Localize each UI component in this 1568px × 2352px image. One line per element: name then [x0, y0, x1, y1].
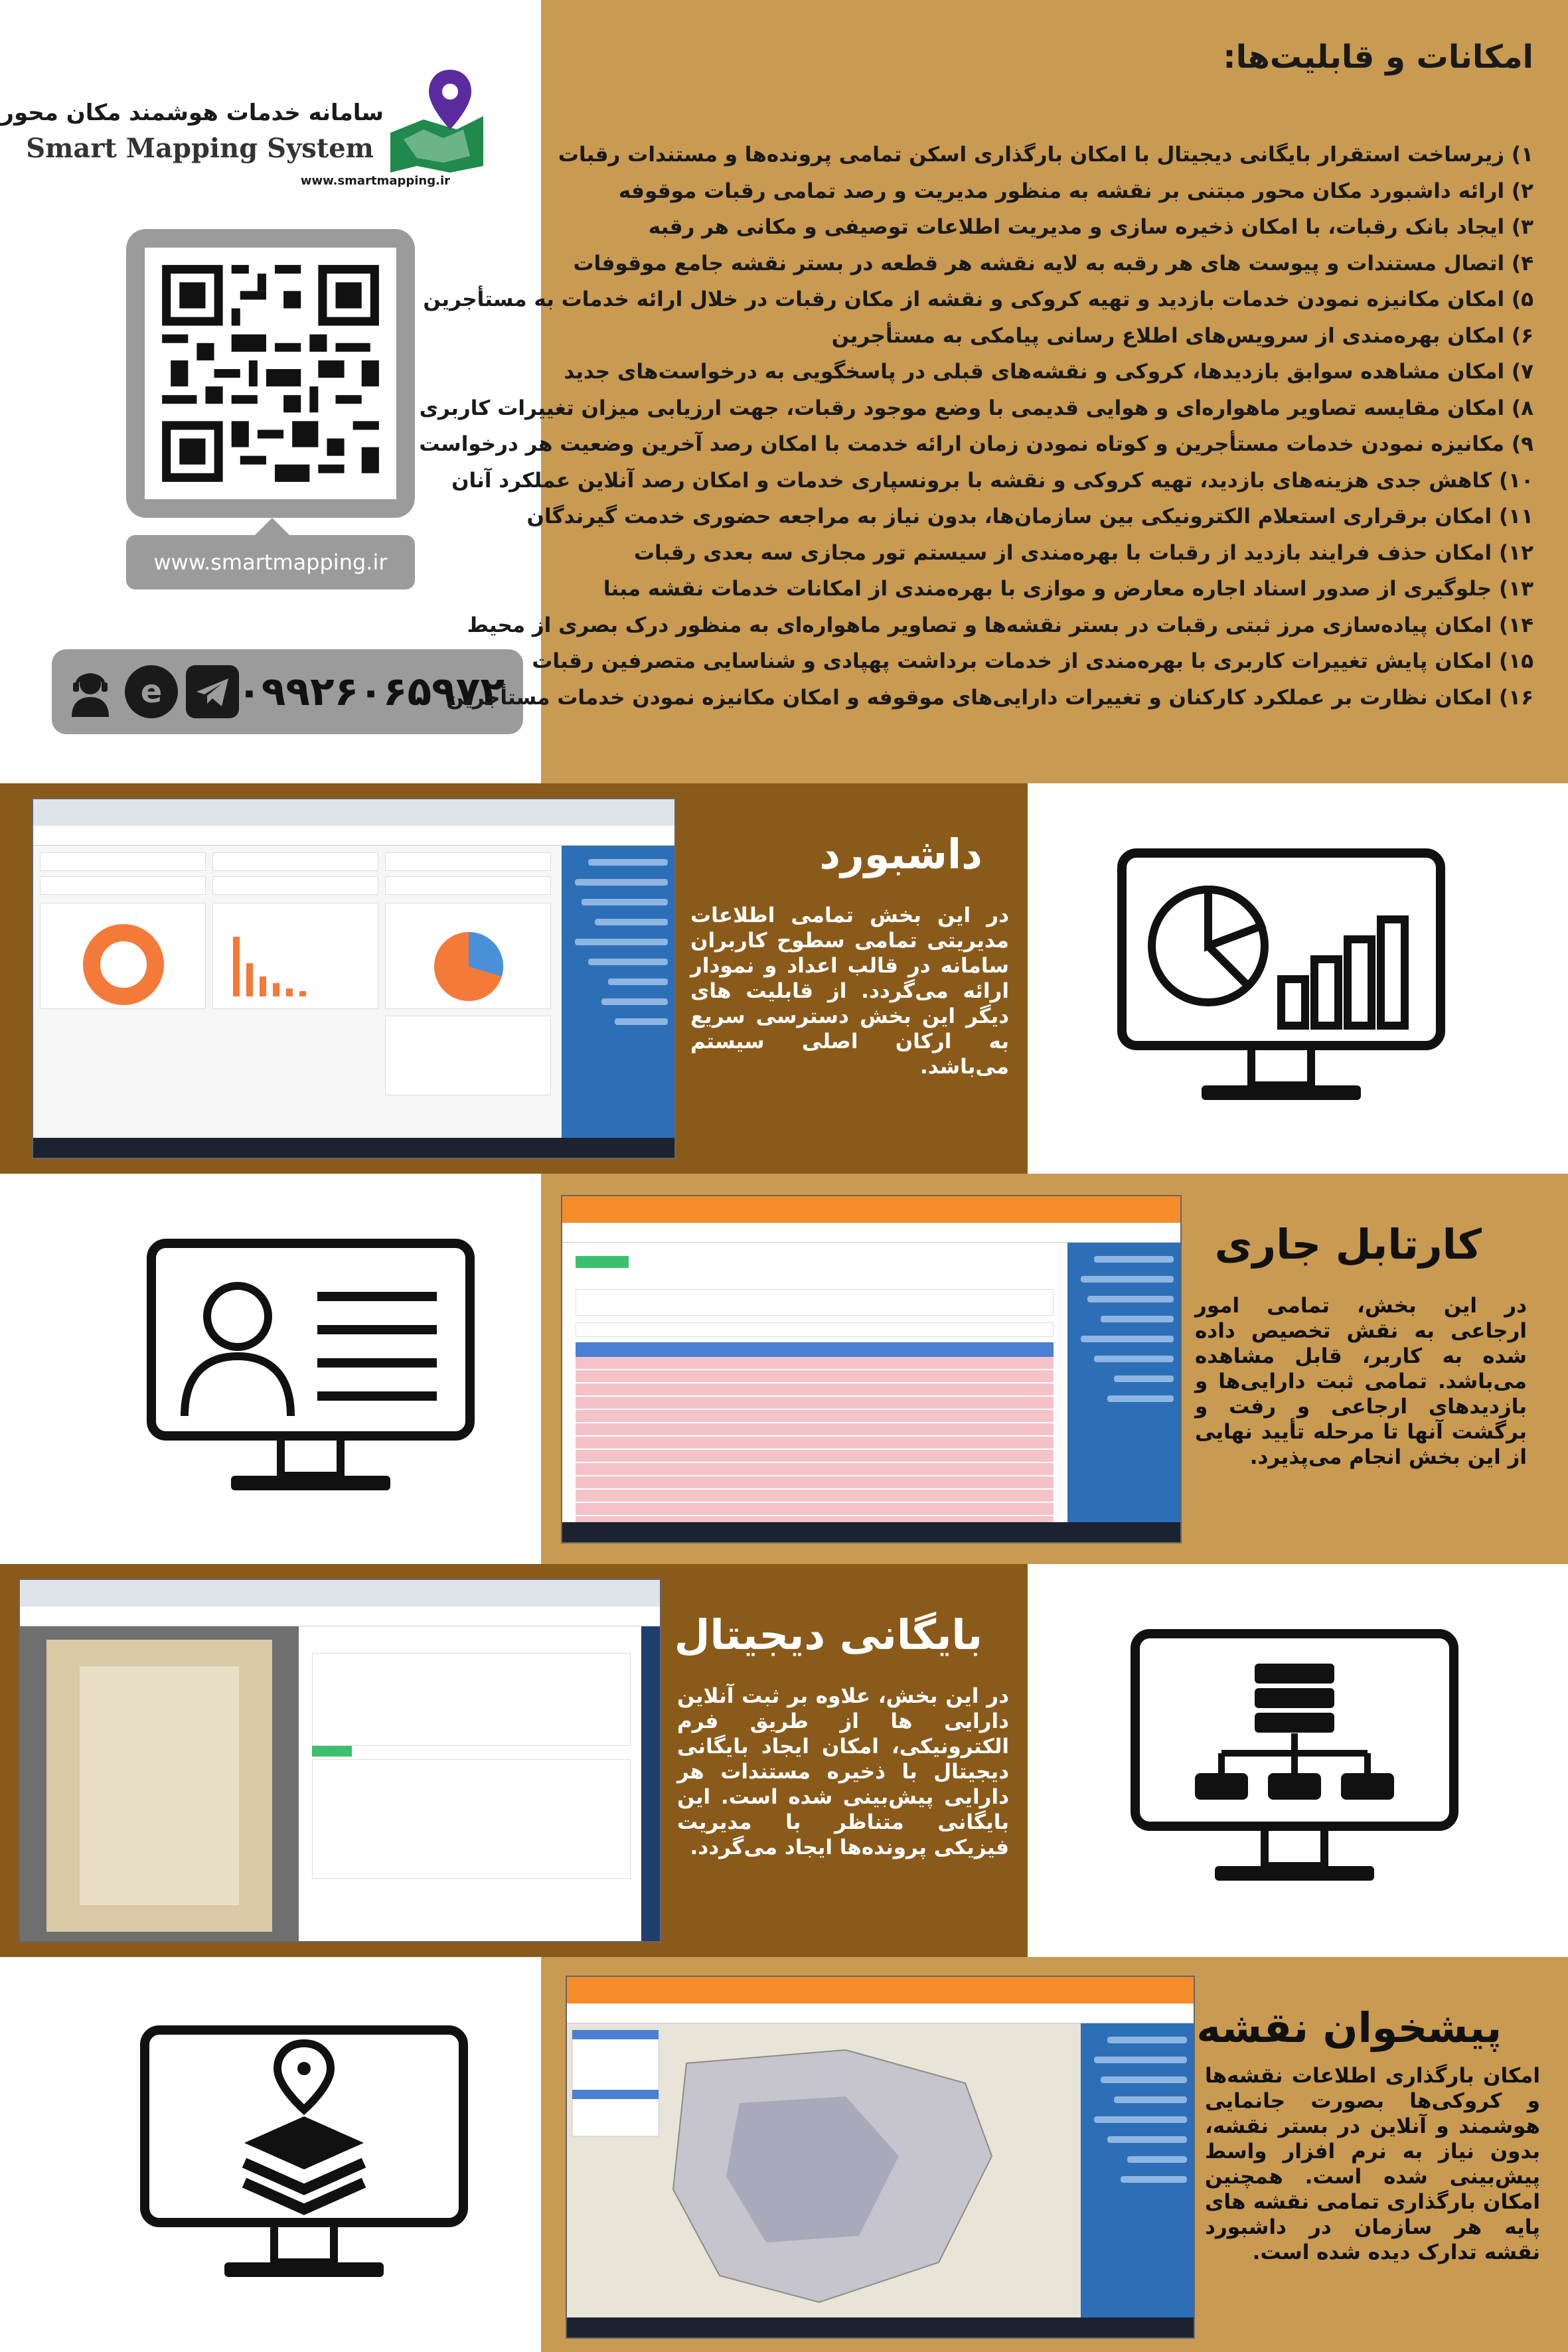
logo — [1, 66, 490, 199]
cartable-screenshot — [561, 1195, 1182, 1543]
archive-description: در این بخش، علاوه بر ثبت آنلاین دارایی ها از طریق فرم الکترونیکی، امکان ایجاد بایگانی دیجیتال با ذخیره مستندات هر دارایی پیش‌بینی شده است. این بایگانی متناظر با مدیریت فیزیکی پرونده‌ها ایجاد می‌گردد. — [677, 1684, 1009, 1859]
map-desk-section — [0, 1957, 1568, 2352]
map-pin-logo-icon — [384, 66, 490, 173]
website-url[interactable]: www.smartmapping.ir — [126, 535, 415, 589]
logo-url: www.smartmapping.ir — [300, 174, 450, 188]
map-desk-title: پیشخوان نقشه — [1196, 2003, 1502, 2052]
svg-text:e: e — [140, 673, 163, 710]
archive-screenshot — [19, 1579, 661, 1942]
map-desk-description: امکان بارگذاری اطلاعات نقشه‌ها و کروکی‌ها بصورت جانمایی هوشمند و آنلاین در بستر نقشه، بدون نیاز به نرم افزار واسط پیش‌بینی شده است. همچنین امکان بارگذاری تمامی نقشه های پایه هر سازمان در داشبورد نقشه تدارک دیده شده است. — [1205, 2064, 1540, 2264]
cartable-description: در این بخش، تمامی امور ارجاعی به نقش تخصیص داده شده به کاربر، قابل مشاهده می‌باشد. تمامی ثبت دارایی‌ها و بازدیدهای ارجاعی و رفت و برگشت آنها تا مرحله تأیید نهایی از این بخش انجام می‌پذیرد. — [1195, 1294, 1527, 1469]
dashboard-monitor-icon — [1115, 846, 1447, 1112]
feature-item: ۳) ایجاد بانک رقبات، با امکان ذخیره سازی و مدیریت اطلاعات توصیفی و مکانی هر رقبه — [648, 215, 1533, 239]
dashboard-description: در این بخش تمامی اطلاعات مدیریتی تمامی سطوح کاربران سامانه در قالب اعداد و نمودار ارائه می‌گردد. از قابلیت های دیگر این بخش دسترسی سریع به ارکان اصلی سیستم می‌باشد. — [690, 903, 1009, 1079]
feature-item: ۷) امکان مشاهده سوابق بازدیدها، کروکی و نقشه‌های قبلی در پاسخگویی به درخواست‌های جدید — [564, 360, 1533, 384]
feature-item: ۵) امکان مکانیزه نمودن خدمات بازدید و تهیه کروکی و نقشه از مکان رقبات در خلال ارائه خدمات به مستأجرین — [423, 287, 1533, 311]
phone-number[interactable]: ۰۹۹۲۶۰۶۵۹۷۲ — [237, 668, 505, 715]
cartable-monitor-icon — [145, 1237, 477, 1516]
feature-item: ۱۲) امکان حذف فرایند بازدید از رقبات با بهره‌مندی از سیستم تور مجازی سه بعدی رقبات — [633, 540, 1533, 565]
feature-item: ۶) امکان بهره‌مندی از سرویس‌های اطلاع رسانی پیامکی به مستأجرین — [831, 323, 1533, 348]
dashboard-screenshot — [32, 798, 676, 1159]
features-list — [419, 137, 1533, 716]
cartable-title: کارتابل جاری — [1214, 1220, 1482, 1269]
map-desk-screenshot — [566, 1976, 1195, 2339]
archive-title: بایگانی دیجیتال — [674, 1610, 982, 1659]
feature-item: ۱۰) کاهش جدی هزینه‌های بازدید، تهیه کروکی و نقشه با برونسپاری خدمات و امکان رصد آنلاین عملکرد آنان — [451, 468, 1533, 493]
cartable-section — [0, 1174, 1568, 1564]
map-desk-monitor-icon — [138, 2023, 470, 2302]
feature-item: ۱۵) امکان پایش تغییرات کاربری با بهره‌مندی از خدمات برداشت پهپادی و شناسایی متصرفین رقبات — [532, 649, 1533, 673]
logo-title-fa: سامانه خدمات هوشمند مکان محور — [1, 100, 384, 126]
feature-item: ۹) مکانیزه نمودن خدمات مستأجرین و کوتاه نمودن زمان ارائه خدمت با امکان رصد آخرین وضعیت هر درخواست — [419, 432, 1533, 456]
telegram-icon[interactable] — [186, 665, 239, 718]
archive-section — [0, 1564, 1568, 1957]
qr-code-icon — [145, 248, 396, 499]
feature-item: ۴) اتصال مستندات و پیوست های هر رقبه به لایه نقشه هر قطعه در بستر نقشه جامع موقوفات — [573, 251, 1533, 275]
archive-monitor-icon — [1129, 1627, 1460, 1893]
features-title: امکانات و قابلیت‌ها: — [1223, 39, 1533, 76]
logo-title-en: Smart Mapping System — [26, 133, 374, 164]
feature-item: ۱۴) امکان پیاده‌سازی مرز ثبتی رقبات در بستر نقشه‌ها و تصاویر ماهواره‌ای به منظور درک بصری از محیط — [467, 613, 1533, 637]
eitaa-icon[interactable] — [125, 665, 178, 718]
feature-item: ۱۳) جلوگیری از صدور اسناد اجاره معارض و موازی با بهره‌مندی از امکانات خدمات نقشه مبنا — [603, 577, 1533, 601]
dashboard-title: داشبورد — [819, 830, 982, 878]
support-agent-icon — [64, 665, 117, 718]
feature-item: ۲) ارائه داشبورد مکان محور مبتنی بر نقشه به منظور مدیریت و رصد تمامی رقبات موقوفه — [618, 179, 1533, 203]
dashboard-section — [0, 783, 1568, 1174]
features-panel — [419, 0, 1568, 783]
feature-item: ۱۶) امکان نظارت بر عملکرد کارکنان و تغییرات دارایی‌های موقوفه و امکان مکانیزه نمودن خدمات مستأجرین — [446, 685, 1533, 710]
feature-item: ۱) زیرساخت استقرار بایگانی دیجیتال با امکان بارگذاری اسکن تمامی پرونده‌ها و مستندات رقبات — [558, 143, 1533, 167]
feature-item: ۸) امکان مقایسه تصاویر ماهواره‌ای و هوایی قدیمی با وضع موجود رقبات، جهت ارزیابی میزان تغییرات کاربری — [419, 396, 1533, 420]
feature-item: ۱۱) امکان برقراری استعلام الکترونیکی بین سازمان‌ها، بدون نیاز به مراجعه حضوری خدمت گیرندگان — [526, 505, 1533, 528]
qr-code-card — [126, 229, 415, 518]
